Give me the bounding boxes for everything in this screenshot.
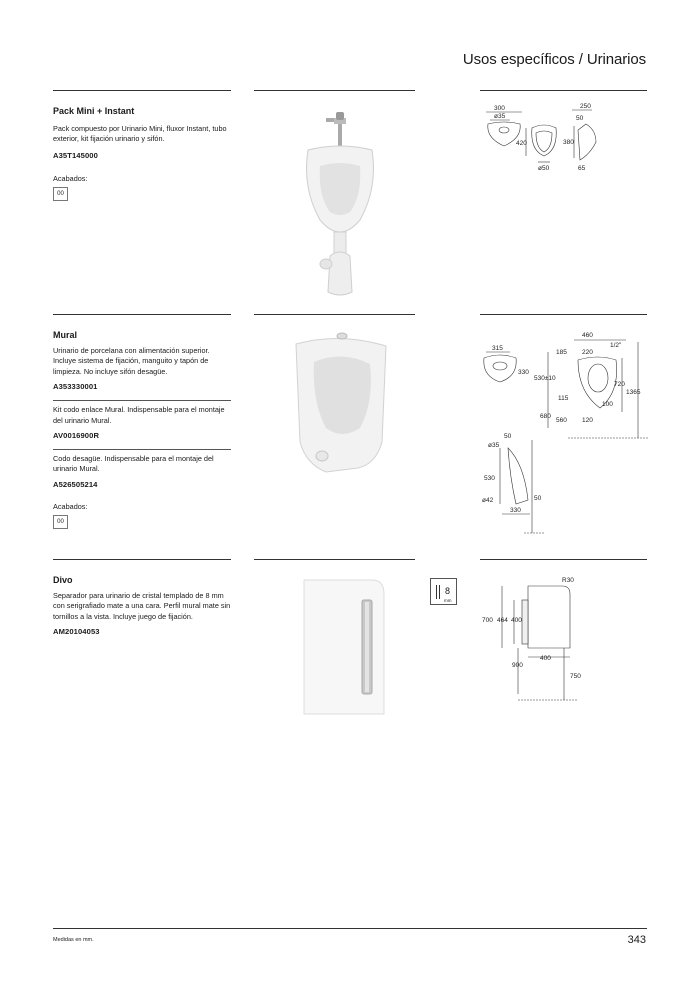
dim-label: 100 xyxy=(602,401,613,408)
footer-rule xyxy=(53,928,647,929)
divo-separator-photo xyxy=(302,578,386,716)
dim-label: 400 xyxy=(511,617,522,624)
product-divo xyxy=(53,575,231,636)
dim-label: 1/2" xyxy=(610,342,622,349)
urinal-mural-photo xyxy=(286,332,396,476)
dim-label: 50 xyxy=(576,115,584,122)
urinal-mini-photo xyxy=(290,108,390,298)
finish-swatch[interactable]: 00 xyxy=(53,515,68,529)
section-rule xyxy=(254,90,415,91)
divo-technical-drawing xyxy=(478,574,648,704)
finish-label: Acabados: xyxy=(53,173,88,183)
dim-label: 250 xyxy=(580,103,591,110)
section-rule xyxy=(480,559,647,560)
section-rule xyxy=(254,559,415,560)
dim-label: ø35 xyxy=(488,442,500,449)
dim-label: 50 xyxy=(534,495,542,502)
dim-label: 315 xyxy=(492,345,503,352)
product-code: A353330001 xyxy=(53,382,98,392)
dim-label: 720 xyxy=(614,381,625,388)
product-description: Separador para urinario de cristal templado de 8 mm con serigrafiado mate a una cara. Perfil mural mate sin tornillos a la vista. Incluye juego de fijación. xyxy=(53,591,231,621)
dim-label: 560 xyxy=(556,417,567,424)
thickness-value: 8 xyxy=(445,586,451,596)
footer-note: Medidas en mm. xyxy=(53,937,94,943)
product-description: Pack compuesto por Urinario Mini, fluxor Instant, tubo exterior, kit fijación urinario y sifón. xyxy=(53,124,227,144)
finish-label: Acabados: xyxy=(53,501,88,511)
dim-label: 400 xyxy=(540,655,551,662)
dim-label: 115 xyxy=(558,395,569,402)
page-number: 343 xyxy=(627,934,646,946)
dim-label: 530±10 xyxy=(534,375,556,382)
product-pack-mini-instant xyxy=(53,106,231,201)
dim-label: 700 xyxy=(482,617,493,624)
mini-technical-drawing xyxy=(480,100,620,180)
dim-label: 330 xyxy=(510,507,521,514)
dim-label: 420 xyxy=(516,140,527,147)
accessory-description: Codo desagüe. Indispensable para el montaje del urinario Mural. xyxy=(53,454,214,474)
accessory-code: A526505214 xyxy=(53,479,98,489)
product-code: A35T145000 xyxy=(53,150,98,160)
dim-label: 464 xyxy=(497,617,508,624)
dim-label: 65 xyxy=(578,165,586,172)
section-rule xyxy=(53,314,231,315)
dim-label: 1365 xyxy=(626,389,641,396)
dim-label: 380 xyxy=(563,139,574,146)
dim-label: 120 xyxy=(582,417,593,424)
accessory-code: AV0016900R xyxy=(53,431,100,441)
dim-label: R30 xyxy=(562,577,574,584)
accessory-description: Kit codo enlace Mural. Indispensable para el montaje del urinario Mural. xyxy=(53,405,225,425)
dim-label: ø42 xyxy=(482,497,494,504)
page-title: Usos específicos / Urinarios xyxy=(462,51,646,68)
mural-technical-drawing xyxy=(478,328,648,543)
product-title: Pack Mini + Instant xyxy=(53,106,135,116)
product-title: Mural xyxy=(53,330,78,340)
divider xyxy=(53,449,231,450)
thickness-indicator xyxy=(430,578,457,605)
dim-label: 460 xyxy=(582,332,593,339)
dim-label: 300 xyxy=(494,105,505,112)
dim-label: 330 xyxy=(518,369,529,376)
section-rule xyxy=(480,314,647,315)
product-description: Urinario de porcelana con alimentación superior. Incluye sistema de fijación, manguito y tapón de limpieza. No incluye sifón desagüe. xyxy=(53,346,210,376)
dim-label: 680 xyxy=(540,413,551,420)
product-title: Divo xyxy=(53,575,73,585)
section-rule xyxy=(254,314,415,315)
product-code: AM20104053 xyxy=(53,627,100,637)
dim-label: ø35 xyxy=(494,113,506,120)
thickness-unit: mm xyxy=(444,598,452,603)
dim-label: 900 xyxy=(512,662,523,669)
section-rule xyxy=(53,559,231,560)
dim-label: 220 xyxy=(582,349,593,356)
dim-label: 50 xyxy=(504,433,512,440)
section-rule xyxy=(480,90,647,91)
product-mural xyxy=(53,330,231,529)
finish-swatch[interactable]: 00 xyxy=(53,187,68,201)
divider xyxy=(53,400,231,401)
dim-label: 750 xyxy=(570,673,581,680)
dim-label: 530 xyxy=(484,475,495,482)
dim-label: 185 xyxy=(556,349,567,356)
dim-label: ø50 xyxy=(538,165,550,172)
section-rule xyxy=(53,90,231,91)
